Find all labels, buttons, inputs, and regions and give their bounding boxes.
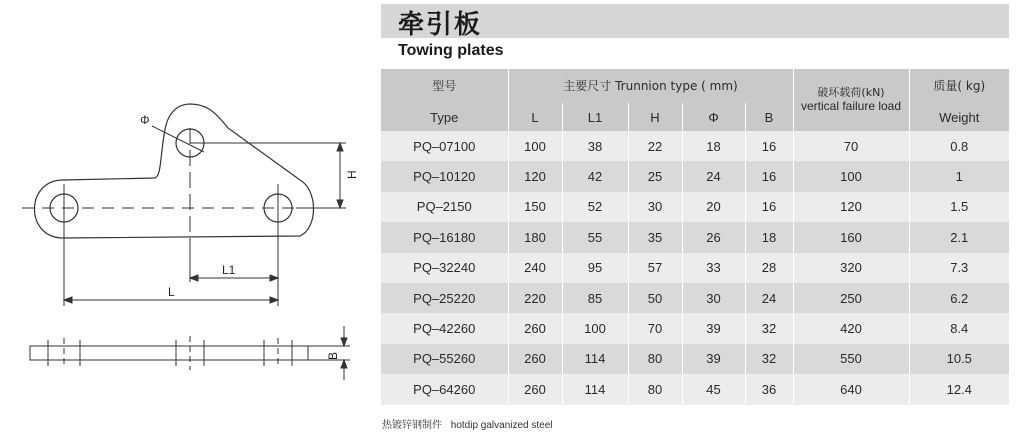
table-cell: 6.2 (909, 283, 1009, 313)
table-cell: 42 (562, 161, 628, 191)
table-cell: 1 (909, 161, 1009, 191)
table-cell: 114 (562, 344, 628, 374)
dims-header: 主要尺寸 Trunnion type ( mm) (508, 69, 793, 103)
weight-header-en: Weight (909, 103, 1009, 131)
table-cell: 50 (628, 283, 682, 313)
plate-side-view (30, 346, 308, 360)
table-cell: 26 (682, 222, 745, 252)
table-cell: 260 (508, 313, 562, 343)
col-b: B (745, 103, 793, 131)
table-cell: 120 (508, 161, 562, 191)
table-cell: 8.4 (909, 313, 1009, 343)
table-cell: 70 (793, 131, 909, 161)
col-phi: Φ (682, 103, 745, 131)
table-cell: 640 (793, 374, 909, 404)
table-cell: 260 (508, 344, 562, 374)
table-cell: 35 (628, 222, 682, 252)
table-cell: 45 (682, 374, 745, 404)
table-row (381, 253, 1009, 283)
table-cell: 70 (628, 313, 682, 343)
spec-table (381, 69, 1009, 405)
table-cell: 52 (562, 192, 628, 222)
h-label: H (345, 170, 359, 179)
col-h: H (628, 103, 682, 131)
table-cell: 39 (682, 313, 745, 343)
table-cell: 550 (793, 344, 909, 374)
table-cell: 160 (793, 222, 909, 252)
table-cell: 80 (628, 344, 682, 374)
plate-outline (35, 104, 314, 238)
table-row (381, 131, 1009, 161)
col-l1: L1 (562, 103, 628, 131)
table-cell: 20 (682, 192, 745, 222)
table-cell: PQ–10120 (381, 161, 508, 191)
table-cell: 38 (562, 131, 628, 161)
table-cell: 114 (562, 374, 628, 404)
table-cell: 240 (508, 253, 562, 283)
table-cell: 180 (508, 222, 562, 252)
table-cell: 55 (562, 222, 628, 252)
table-cell: 80 (628, 374, 682, 404)
table-row (381, 344, 1009, 374)
table-cell: 10.5 (909, 344, 1009, 374)
b-label: B (326, 351, 340, 360)
table-row (381, 222, 1009, 252)
table-cell: PQ–07100 (381, 131, 508, 161)
table-cell: 12.4 (909, 374, 1009, 404)
table-row (381, 283, 1009, 313)
footer-en: hotdip galvanized steel (450, 420, 553, 431)
footer-cn: 热镀锌钢制件 (382, 420, 442, 431)
table-cell: 16 (745, 161, 793, 191)
weight-header-cn: 质量( kg) (909, 69, 1009, 103)
table-cell: PQ–25220 (381, 283, 508, 313)
title-english: Towing plates (398, 42, 504, 59)
table-row (381, 313, 1009, 343)
table-cell: 30 (628, 192, 682, 222)
table-cell: 0.8 (909, 131, 1009, 161)
table-cell: 16 (745, 192, 793, 222)
table-cell: PQ–16180 (381, 222, 508, 252)
table-cell: PQ–55260 (381, 344, 508, 374)
table-cell: 100 (562, 313, 628, 343)
table-cell: 39 (682, 344, 745, 374)
table-cell: 18 (682, 131, 745, 161)
col-l: L (508, 103, 562, 131)
table-cell: 33 (682, 253, 745, 283)
table-row (381, 192, 1009, 222)
table-cell: 16 (745, 131, 793, 161)
table-cell: 120 (793, 192, 909, 222)
table-cell: PQ–64260 (381, 374, 508, 404)
table-cell: 25 (628, 161, 682, 191)
table-cell: 32 (745, 344, 793, 374)
table-cell: 85 (562, 283, 628, 313)
type-header-en: Type (381, 103, 508, 131)
table-cell: 95 (562, 253, 628, 283)
table-cell: PQ–2150 (381, 192, 508, 222)
table-cell: 320 (793, 253, 909, 283)
table-cell: 150 (508, 192, 562, 222)
table-cell: 32 (745, 313, 793, 343)
table-cell: 36 (745, 374, 793, 404)
table-cell: 260 (508, 374, 562, 404)
table-cell: 22 (628, 131, 682, 161)
table-cell: 28 (745, 253, 793, 283)
table-cell: 420 (793, 313, 909, 343)
phi-label: Φ (140, 113, 150, 127)
table-cell: PQ–42260 (381, 313, 508, 343)
title-chinese: 牵引板 (398, 10, 483, 40)
table-cell: 24 (682, 161, 745, 191)
table-cell: 7.3 (909, 253, 1009, 283)
table-cell: 30 (682, 283, 745, 313)
table-cell: 57 (628, 253, 682, 283)
table-cell: 2.1 (909, 222, 1009, 252)
table-cell: 100 (508, 131, 562, 161)
table-row (381, 161, 1009, 191)
table-cell: 24 (745, 283, 793, 313)
table-cell: 100 (793, 161, 909, 191)
load-header: 破坏载荷(kN) vertical failure load (793, 69, 909, 131)
l1-label: L1 (222, 263, 236, 277)
table-cell: 220 (508, 283, 562, 313)
footer-note (382, 416, 553, 431)
table-cell: PQ–32240 (381, 253, 508, 283)
towing-plate-drawing (0, 0, 380, 436)
table-cell: 1.5 (909, 192, 1009, 222)
table-row (381, 374, 1009, 404)
table-cell: 250 (793, 283, 909, 313)
table-cell: 18 (745, 222, 793, 252)
type-header-cn: 型号 (381, 69, 508, 103)
l-label: L (168, 285, 175, 299)
